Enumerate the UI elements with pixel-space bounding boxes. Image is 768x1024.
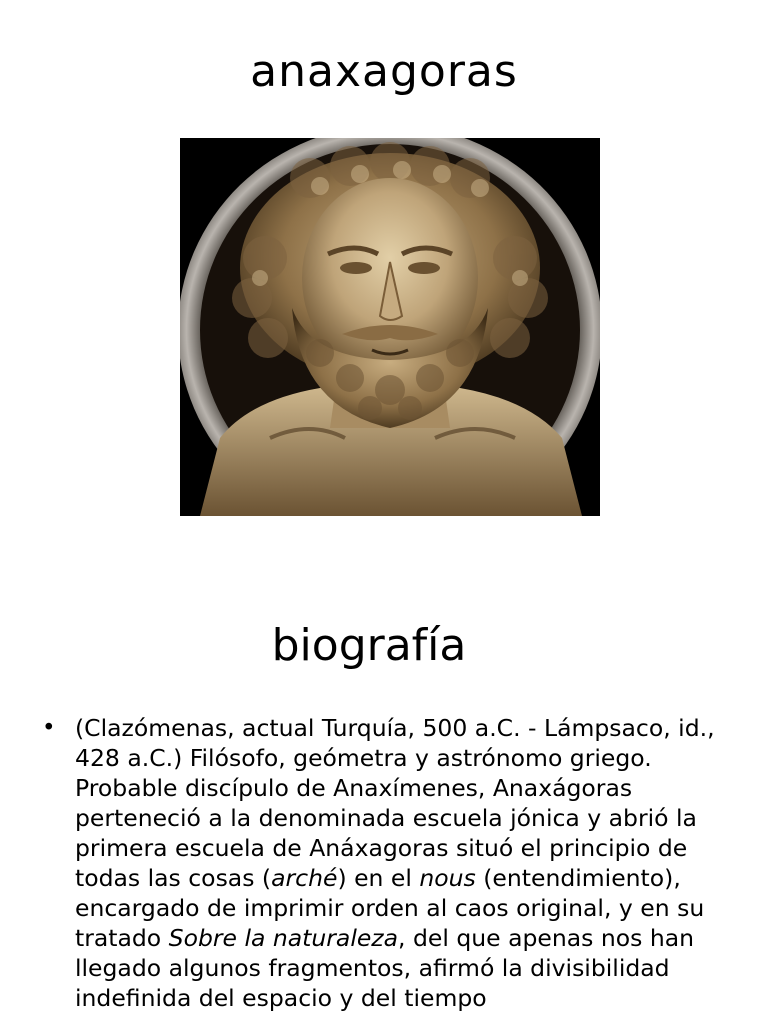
biography-text-part: ) en el: [337, 864, 420, 892]
slide-title: anaxagoras: [250, 46, 518, 97]
biography-text-part: , del que apenas nos han llegado algunos fragmentos, afirmó la divisibilidad indefinida del espacio y del tiempo: [75, 924, 695, 1012]
biography-list: [42, 713, 732, 1013]
biography-text: [75, 714, 715, 1012]
biography-text-part: (Clazómenas, actual Turquía, 500 a.C. - Lámpsaco, id., 428 a.C.) Filósofo, geómetra y astrónomo griego. Probable discípulo de Anaxímenes, Anaxágoras perteneció a la denominada escuela jónica y abrió la primera escuela de Anáxagoras situó el principio de todas las cosas (: [75, 714, 715, 892]
nous-term: nous: [419, 864, 476, 892]
bust-illustration: [180, 138, 600, 516]
portrait-image: [180, 138, 600, 516]
bullet-icon: •: [42, 715, 56, 741]
list-item: [42, 713, 732, 1013]
biography-text-part: (entendimiento), encargado de imprimir orden al caos original, y en su tratado: [75, 864, 705, 952]
book-title: Sobre la naturaleza: [168, 924, 399, 952]
arche-term: arché: [271, 864, 338, 892]
section-title: biografía: [271, 620, 467, 671]
